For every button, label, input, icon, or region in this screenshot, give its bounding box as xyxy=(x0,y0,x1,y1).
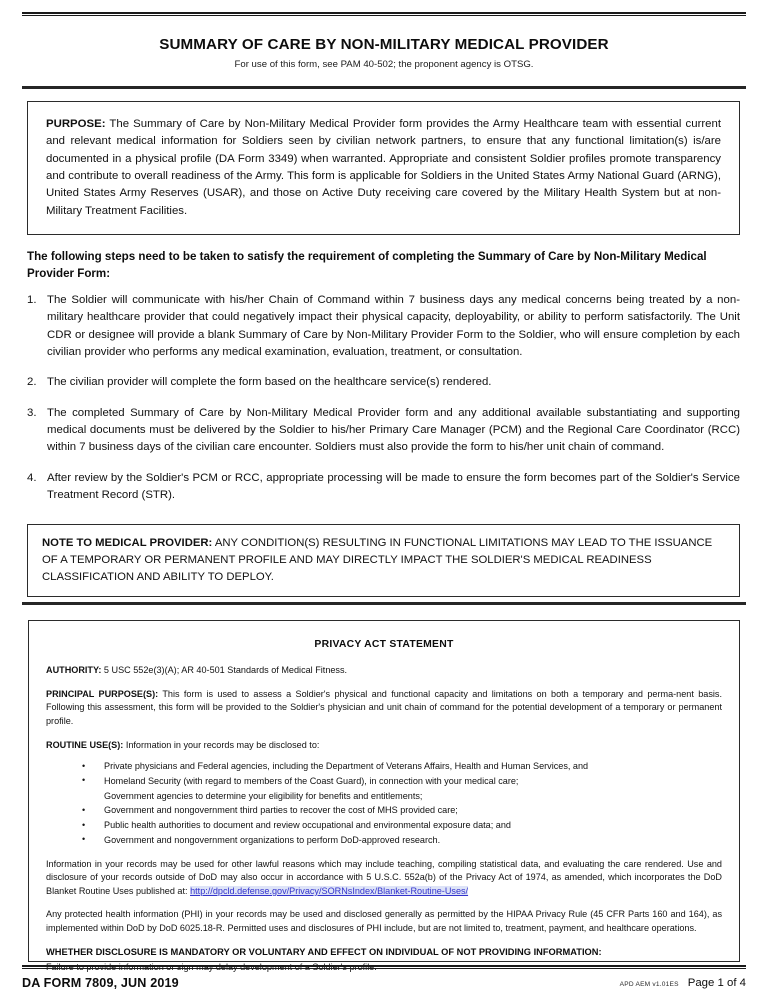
step-text: The completed Summary of Care by Non-Military Medical Provider form and any additional available substantiating and supporting medical documents must be delivered by the Soldier to his/her Primary Care Manager (PCM) and the Regional Care Coordinator (RCC) within 7 business days of the civilian care encounter. Soldiers must also provide the form to his/her unit chain of command. xyxy=(47,406,740,454)
list-item-text: Private physicians and Federal agencies, including the Department of Veterans Affairs, Health and Human Services, and xyxy=(104,761,589,772)
note-body: ANY CONDITION(S) RESULTING IN FUNCTIONAL LIMITATIONS MAY LEAD TO THE ISSUANCE OF A TEMPORARY OR PERMANENT PROFILE AND MAY DIRECTLY IMPACT THE SOLDIER'S MEDICAL READINESS CLASSIFICATION AND ABILITY TO DEPLOY. xyxy=(42,537,713,583)
authority-paragraph xyxy=(46,664,722,678)
bullet-icon: • xyxy=(82,804,86,815)
title-block xyxy=(22,36,746,71)
step-number: 4. xyxy=(27,471,37,484)
step-text: The civilian provider will complete the form based on the healthcare service(s) rendered. xyxy=(47,376,492,389)
routine-use-bullet-list xyxy=(46,759,722,847)
bullet-icon: • xyxy=(82,819,86,830)
list-item xyxy=(46,789,722,804)
list-item xyxy=(46,803,722,818)
page-footer xyxy=(22,972,746,994)
steps-list xyxy=(27,292,740,504)
page-title: SUMMARY OF CARE BY NON-MILITARY MEDICAL PROVIDER xyxy=(159,36,609,53)
step-item xyxy=(27,292,740,361)
phi-paragraph: Any protected health information (PHI) in your records may be used and disclosed generally as permitted by the HIPAA Privacy Rule (45 CFR Parts 160 and 164), as implemented within DoD by DoD 6025.18-R. Permitted uses and disclosures of PHI include, but are not limited to, treatment, payment, and healthcare operations. xyxy=(46,909,722,934)
bullet-icon: • xyxy=(82,760,86,771)
list-item xyxy=(46,774,722,789)
page-subtitle: For use of this form, see PAM 40-502; the proponent agency is OTSG. xyxy=(234,59,534,71)
apd-version-tag: APD AEM v1.01ES xyxy=(619,981,679,988)
step-item xyxy=(27,374,740,391)
routine-use-text: Information in your records may be disclosed to: xyxy=(123,739,320,750)
routine-use-paragraph xyxy=(46,739,722,753)
purpose-paragraph xyxy=(46,116,721,220)
principal-purpose-paragraph xyxy=(46,688,722,729)
form-identifier: DA FORM 7809, JUN 2019 xyxy=(22,976,179,990)
list-item xyxy=(46,833,722,848)
footer-top-rule xyxy=(22,965,746,969)
lawful-reasons-paragraph xyxy=(46,858,722,899)
note-to-medical-provider-box xyxy=(27,524,740,597)
principal-purpose-text: This form is used to assess a Soldier's physical and functional capacity and limitations on both a temporary and perma-nent basis. Following this assessment, this form will be provided to the Soldier's physician and unit chain of command for the potential development of a temporary or permanent profile. xyxy=(46,688,722,726)
disclosure-heading: WHETHER DISCLOSURE IS MANDATORY OR VOLUNTARY AND EFFECT ON INDIVIDUAL OF NOT PROVIDING INFORMATION: xyxy=(46,946,602,957)
routine-use-label: ROUTINE USE(S): xyxy=(46,739,124,750)
note-label: NOTE TO MEDICAL PROVIDER: xyxy=(42,537,213,549)
purpose-box xyxy=(27,101,740,235)
step-item xyxy=(27,470,740,505)
step-number: 1. xyxy=(27,294,37,306)
list-item-text: Government and nongovernment organizations to perform DoD-approved research. xyxy=(104,834,441,845)
step-item xyxy=(27,405,740,457)
privacy-act-statement-box xyxy=(28,620,740,973)
list-item xyxy=(46,759,722,774)
bullet-icon: • xyxy=(82,775,86,786)
purpose-label: PURPOSE: xyxy=(46,118,106,130)
list-item-text: Government agencies to determine your eligibility for benefits and entitlements; xyxy=(104,790,423,801)
blanket-routine-uses-link[interactable]: http://dpcld.defense.gov/Privacy/SORNsIndex/Blanket-Routine-Uses/ xyxy=(190,885,469,896)
step-text: The Soldier will communicate with his/her Chain of Command within 7 business days any medical concerns being treated by a non-military healthcare provider that could negatively impact their physical capacity, deployability, or ability to perform satisfactorily. The Unit CDR or designee will provide a blank Summary of Care by Non-Military Provider Form to the Soldier, who will ensure completion by each civilian provider who performs any medical examination, evaluation, treatment, or consultation. xyxy=(47,294,740,358)
note-paragraph xyxy=(42,535,725,586)
privacy-act-title: PRIVACY ACT STATEMENT xyxy=(314,639,454,650)
list-item-text: Homeland Security (with regard to members of the Coast Guard), in connection with your medical care; xyxy=(104,775,519,786)
list-item-text: Government and nongovernment third parties to recover the cost of MHS provided care; xyxy=(104,805,458,816)
list-item xyxy=(46,818,722,833)
footer-right-group xyxy=(620,977,746,989)
bullet-icon: • xyxy=(82,834,86,845)
step-number: 3. xyxy=(27,406,37,419)
step-text: After review by the Soldier's PCM or RCC, appropriate processing will be made to ensure the form becomes part of the Soldier's Service Treatment Record (STR). xyxy=(47,471,740,501)
step-number: 2. xyxy=(27,376,37,389)
authority-label: AUTHORITY: xyxy=(46,665,102,675)
list-item-text: Public health authorities to document and review occupational and environmental exposure data; and xyxy=(104,820,511,831)
authority-text: 5 USC 552e(3)(A); AR 40-501 Standards of Medical Fitness. xyxy=(101,665,348,675)
page-number: Page 1 of 4 xyxy=(687,977,746,989)
header-top-rule xyxy=(22,12,746,16)
steps-heading: The following steps need to be taken to satisfy the requirement of completing the Summary of Care by Non-Military Medical Provider Form: xyxy=(27,250,707,281)
disclosure-text: Failure to provide information or sign may delay development of a Soldier's profile. xyxy=(46,962,377,973)
principal-purpose-label: PRINCIPAL PURPOSE(S): xyxy=(46,688,159,699)
lawful-reasons-text: Information in your records may be used for other lawful reasons which may include teaching, compiling statistical data, and evaluating the care rendered. Use and disclosure of your records outside of DoD may also occur in accordance with 5 U.S.C. 552a(b) of the Privacy Act of 1974, as amended, which incorporates the DoD Blanket Routine Uses published at: xyxy=(46,858,722,896)
section-divider-rule xyxy=(22,602,746,605)
title-bottom-rule xyxy=(22,86,746,89)
purpose-body: The Summary of Care by Non-Military Medical Provider form provides the Army Healthcare team with essential current and relevant medical information for Soldiers seen by civilian network partners, to ensure that any functional limitation(s) is/are documented in a physical profile (DA Form 3349) when warranted. Appropriate and consistent Soldier profiles promote transparency and contribute to overall readiness of the Army. This form is applicable for Soldiers in the United States Army National Guard (ARNG), United States Army Reserves (USAR), and those on Active Duty receiving care covered by the Military Health System but at non-Military Treatment Facilities. xyxy=(46,118,721,217)
